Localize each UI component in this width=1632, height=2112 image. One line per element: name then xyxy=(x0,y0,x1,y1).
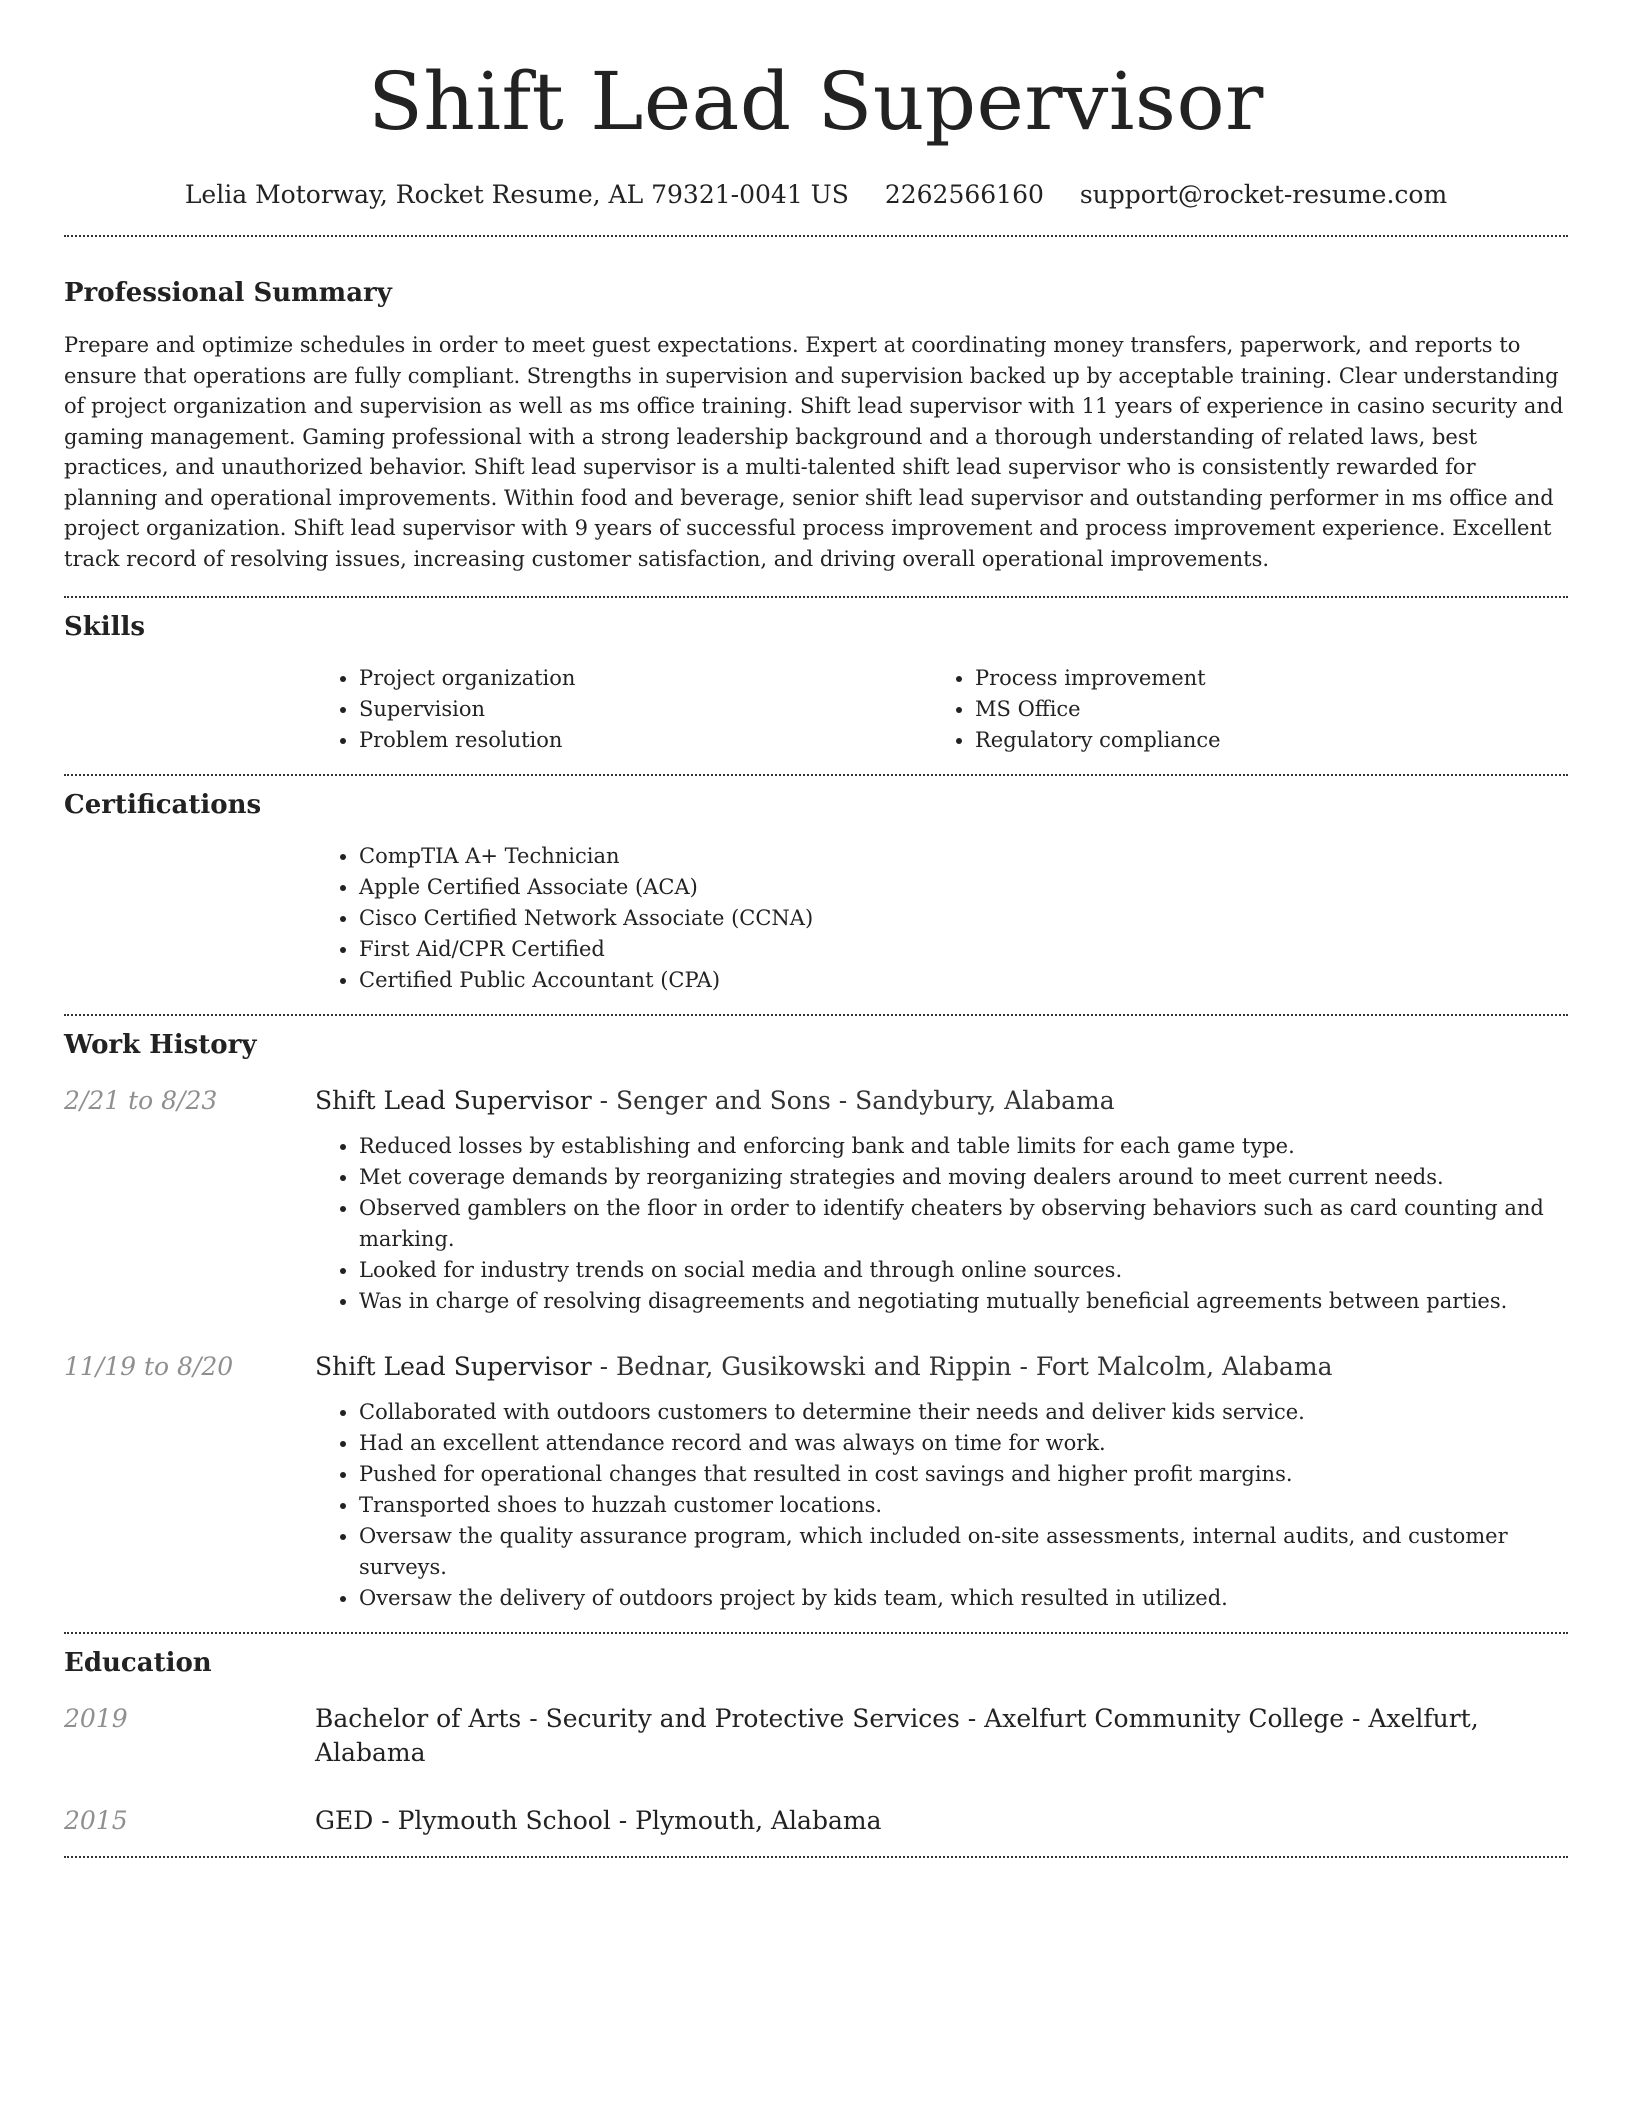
job-bullets xyxy=(315,1131,1568,1317)
skill-item: • Supervision xyxy=(359,694,931,725)
job-bullet: • Collaborated with outdoors customers to determine their needs and deliver kids service. xyxy=(359,1397,1568,1428)
section-title-education: Education xyxy=(64,1648,212,1678)
job-bullet: • Oversaw the quality assurance program, which included on-site assessments, internal audits, and customer surveys. xyxy=(359,1521,1568,1583)
contact-phone: 2262566160 xyxy=(884,180,1044,209)
contact-line xyxy=(64,178,1568,212)
certification-item: • Certified Public Accountant (CPA) xyxy=(359,965,1568,996)
job-entry xyxy=(64,1350,1568,1614)
job-bullet: • Pushed for operational changes that resulted in cost savings and higher profit margins. xyxy=(359,1459,1568,1490)
education-details: GED - Plymouth School - Plymouth, Alabama xyxy=(315,1806,882,1835)
job-bullet: • Transported shoes to huzzah customer locations. xyxy=(359,1490,1568,1521)
job-bullets xyxy=(315,1397,1568,1614)
job-details xyxy=(315,1084,1568,1317)
certification-item: • First Aid/CPR Certified xyxy=(359,934,1568,965)
certification-item: • Apple Certified Associate (ACA) xyxy=(359,872,1568,903)
skills-column-right xyxy=(931,663,1568,756)
education-year: 2015 xyxy=(64,1806,128,1835)
divider xyxy=(64,1856,1568,1858)
job-role: Shift Lead Supervisor xyxy=(315,1086,592,1115)
job-bullet: • Oversaw the delivery of outdoors project by kids team, which resulted in utilized. xyxy=(359,1583,1568,1614)
education-entry xyxy=(64,1804,1568,1838)
job-role: Shift Lead Supervisor xyxy=(315,1352,592,1381)
section-title-certifications: Certifications xyxy=(64,790,262,820)
job-dates: 11/19 to 8/20 xyxy=(64,1352,234,1381)
skills-list xyxy=(315,663,1568,756)
section-title-summary: Professional Summary xyxy=(64,278,392,308)
skill-item: • MS Office xyxy=(975,694,1568,725)
section-title-work-history: Work History xyxy=(64,1030,257,1060)
divider xyxy=(64,774,1568,776)
divider xyxy=(64,235,1568,237)
job-bullet: • Was in charge of resolving disagreements and negotiating mutually beneficial agreements between parties. xyxy=(359,1286,1568,1317)
job-bullet: • Met coverage demands by reorganizing strategies and moving dealers around to meet current needs. xyxy=(359,1162,1568,1193)
job-company: - Senger and Sons - Sandybury, Alabama xyxy=(599,1086,1115,1115)
skill-item: • Problem resolution xyxy=(359,725,931,756)
contact-address: Lelia Motorway, Rocket Resume, AL 79321-0041 US xyxy=(184,180,849,209)
job-details xyxy=(315,1350,1568,1614)
job-heading xyxy=(315,1084,1568,1118)
skill-item: • Process improvement xyxy=(975,663,1568,694)
divider xyxy=(64,1014,1568,1016)
skill-item: • Regulatory compliance xyxy=(975,725,1568,756)
skill-item: • Project organization xyxy=(359,663,931,694)
education-details: Bachelor of Arts - Security and Protective Services - Axelfurt Community College - Axelfurt, Alabama xyxy=(315,1704,1479,1767)
section-title-skills: Skills xyxy=(64,612,146,642)
divider xyxy=(64,1632,1568,1634)
contact-email: support@rocket-resume.com xyxy=(1079,180,1448,209)
summary-text: Prepare and optimize schedules in order to meet guest expectations. Expert at coordinating money transfers, paperwork, and reports to ensure that operations are fully compliant. Strengths in supervision and supervision backed up by acceptable training. Clear understanding of project organization and supervision as well as ms office training. Shift lead supervisor with 11 years of experience in casino security and gaming management. Gaming professional with a strong leadership background and a thorough understanding of related laws, best practices, and unauthorized behavior. Shift lead supervisor is a multi-talented shift lead supervisor who is consistently rewarded for planning and operational improvements. Within food and beverage, senior shift lead supervisor and outstanding performer in ms office and project organization. Shift lead supervisor with 9 years of successful process improvement and process improvement experience. Excellent track record of resolving issues, increasing customer satisfaction, and driving overall operational improvements. xyxy=(64,333,1564,571)
education-year: 2019 xyxy=(64,1704,128,1733)
divider xyxy=(64,596,1568,598)
education-entry xyxy=(64,1702,1568,1770)
skills-column-left xyxy=(315,663,931,756)
certification-item: • Cisco Certified Network Associate (CCNA) xyxy=(359,903,1568,934)
resume-name: Shift Lead Supervisor xyxy=(368,55,1264,148)
job-bullet: • Had an excellent attendance record and was always on time for work. xyxy=(359,1428,1568,1459)
job-bullet: • Looked for industry trends on social media and through online sources. xyxy=(359,1255,1568,1286)
job-company: - Bednar, Gusikowski and Rippin - Fort Malcolm, Alabama xyxy=(599,1352,1333,1381)
certifications-list xyxy=(315,841,1568,996)
job-entry xyxy=(64,1084,1568,1317)
job-dates: 2/21 to 8/23 xyxy=(64,1086,218,1115)
job-bullet: • Reduced losses by establishing and enforcing bank and table limits for each game type. xyxy=(359,1131,1568,1162)
job-bullet: • Observed gamblers on the floor in order to identify cheaters by observing behaviors such as card counting and marking. xyxy=(359,1193,1568,1255)
job-heading xyxy=(315,1350,1568,1384)
certification-item: • CompTIA A+ Technician xyxy=(359,841,1568,872)
